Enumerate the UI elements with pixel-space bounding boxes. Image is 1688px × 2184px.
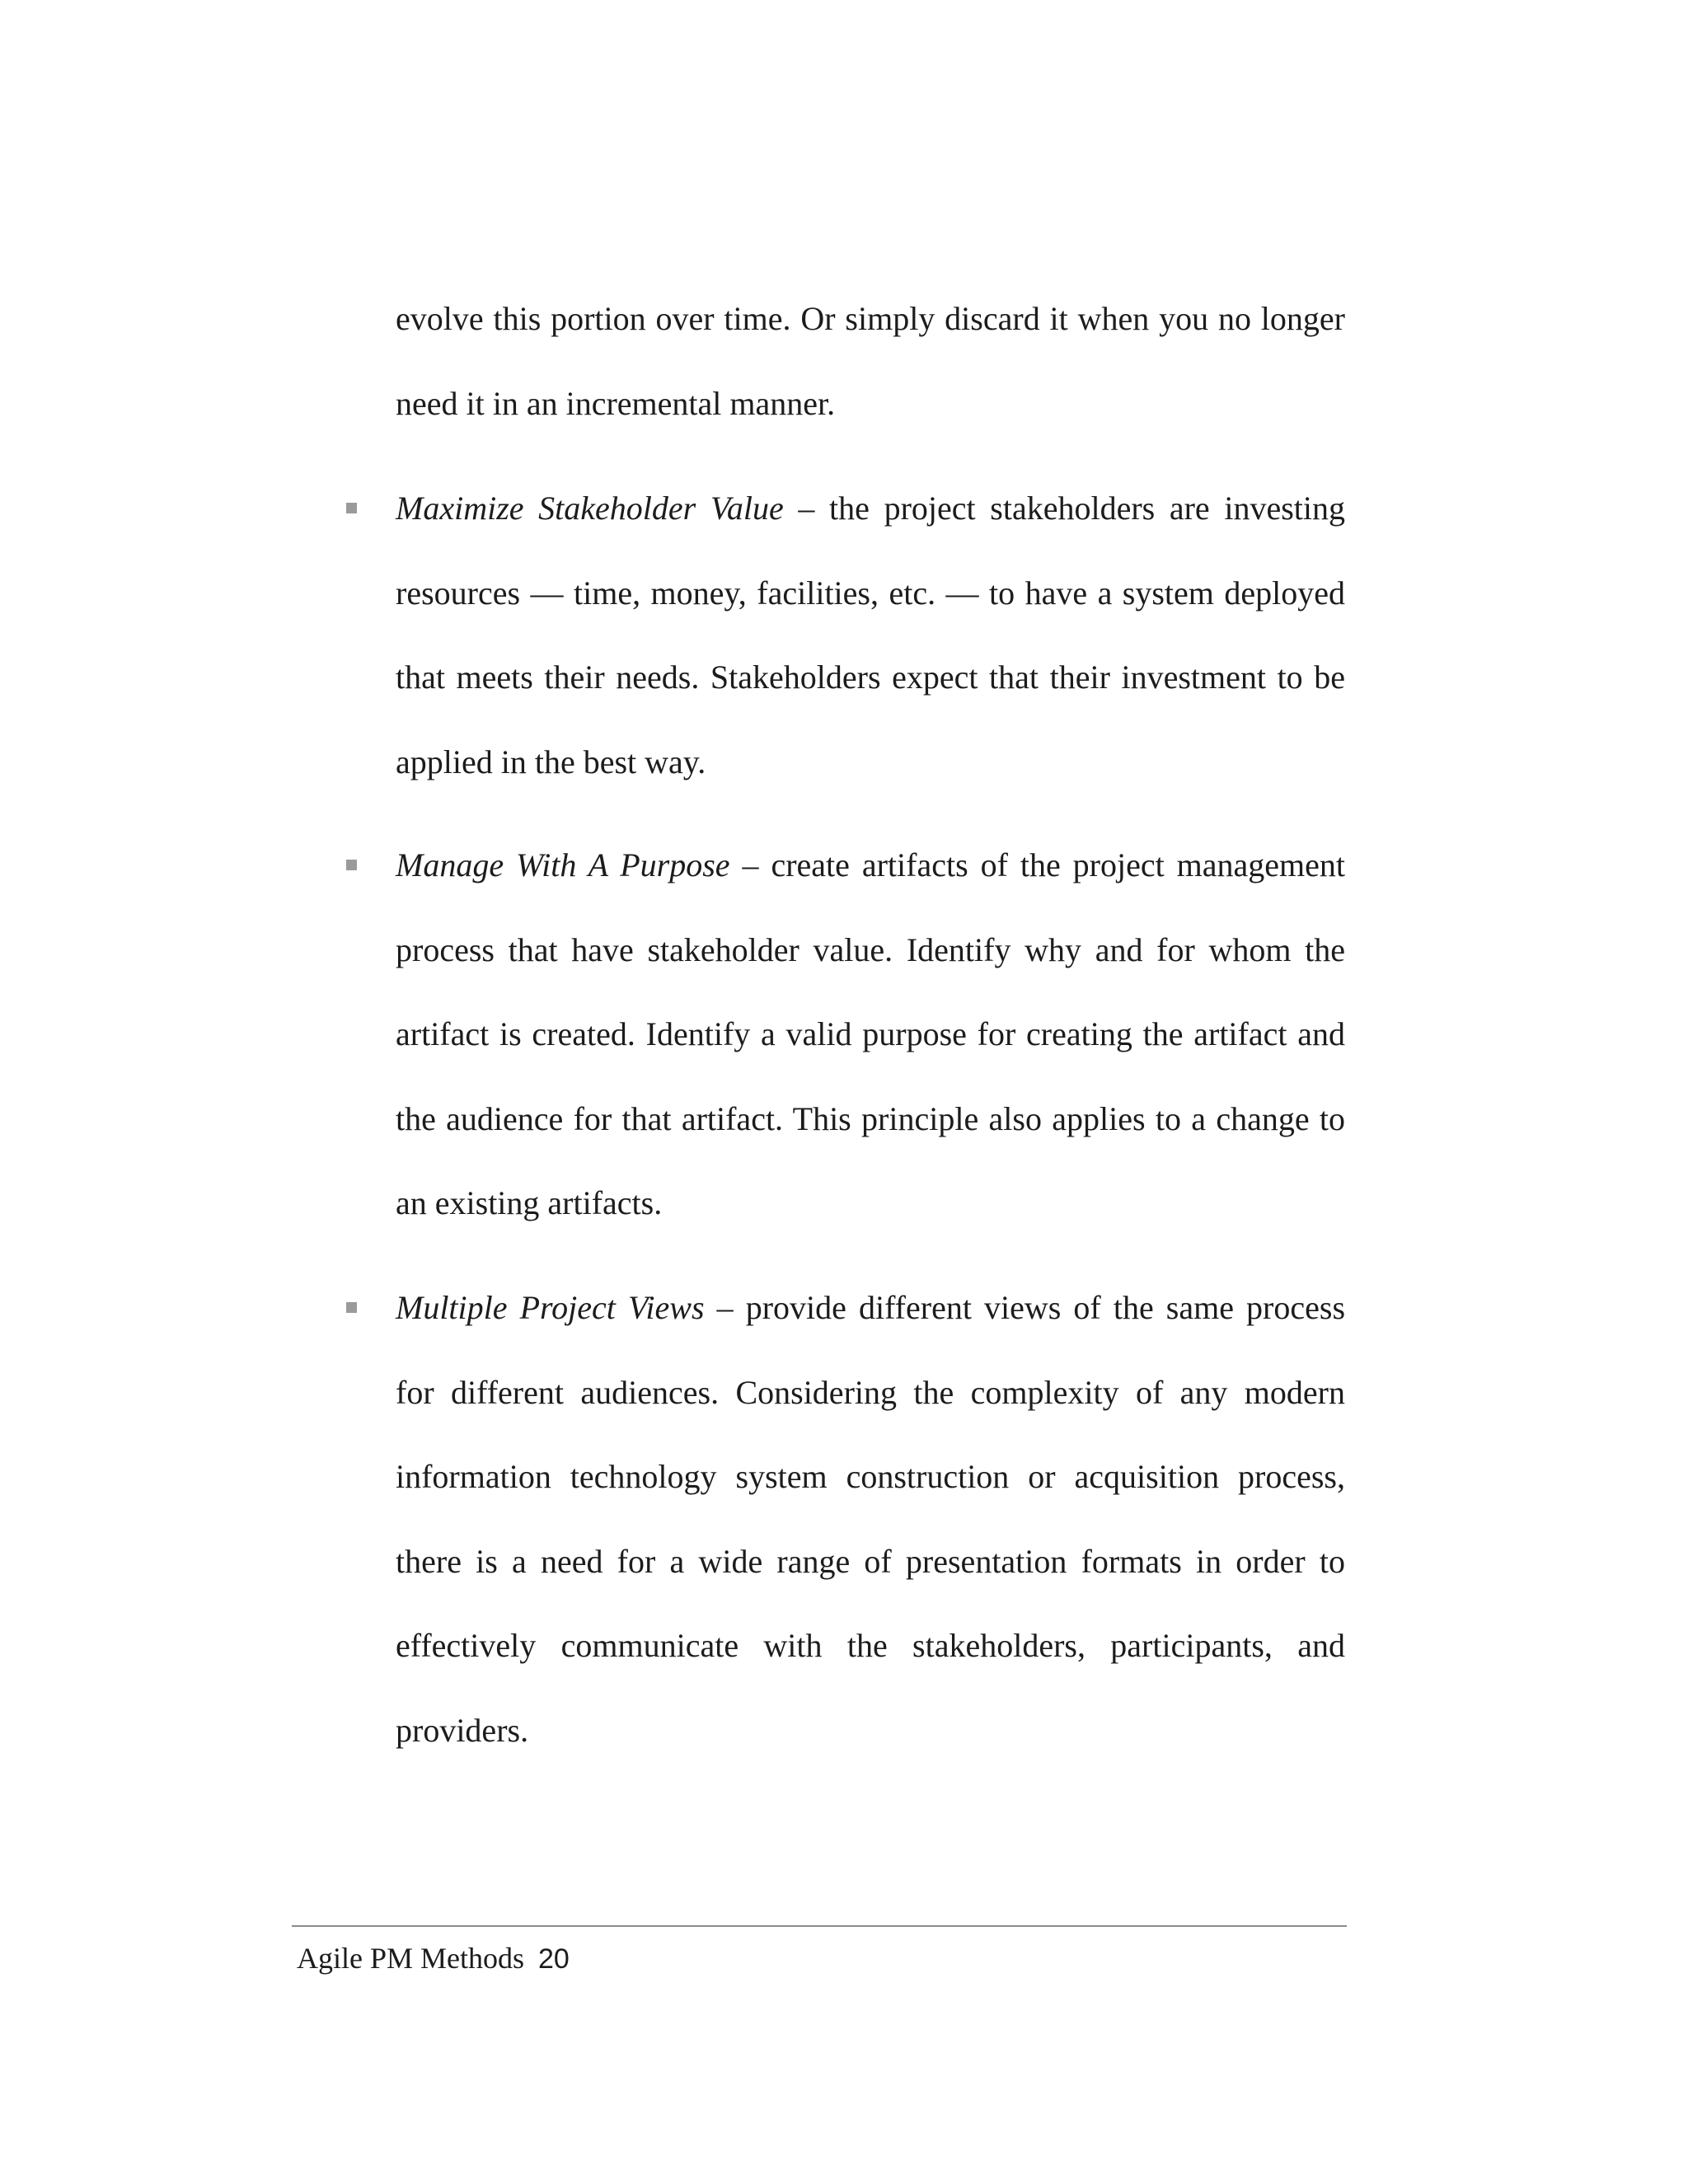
bullet-term: Manage With A Purpose xyxy=(396,846,730,883)
footer-divider xyxy=(292,1925,1347,1927)
term-separator: – xyxy=(729,846,771,883)
bullet-description: create artifacts of the project management process that have stakeholder value. Identify why and for whom the artifact is created. Identify a valid purpose for creating the artifact and the audience for that artifact. This principle also applies to a change to an existing artifacts. xyxy=(396,846,1345,1221)
term-separator: – xyxy=(783,490,830,527)
bullet-term: Multiple Project Views xyxy=(396,1289,705,1326)
continuation-paragraph: evolve this portion over time. Or simply discard it when you no longer need it in an incremental manner. xyxy=(396,300,1345,422)
bullet-item-body xyxy=(396,466,1345,804)
square-bullet-icon xyxy=(346,1302,357,1313)
square-bullet-icon xyxy=(346,860,357,870)
bullet-description: provide different views of the same process for different audiences. Considering the complexity of any modern information technology system construction or acquisition process, there is a need for a wide range of presentation formats in order to effectively communicate with the stakeholders, participants, and providers. xyxy=(396,1289,1346,1749)
footer-title: Agile PM Methods xyxy=(297,1942,525,1975)
page-number: 20 xyxy=(538,1943,570,1975)
bullet-item-body xyxy=(396,823,1345,1246)
term-separator: – xyxy=(704,1289,746,1326)
page-footer xyxy=(297,1938,570,1979)
bullet-item-body xyxy=(396,1266,1345,1773)
bullet-term: Maximize Stakeholder Value xyxy=(396,490,784,527)
square-bullet-icon xyxy=(346,503,357,513)
bullet-description: the project stakeholders are investing resources — time, money, facilities, etc. — to have a system deployed that meets their needs. Stakeholders expect that their investment to be applied in the best way. xyxy=(396,490,1345,780)
